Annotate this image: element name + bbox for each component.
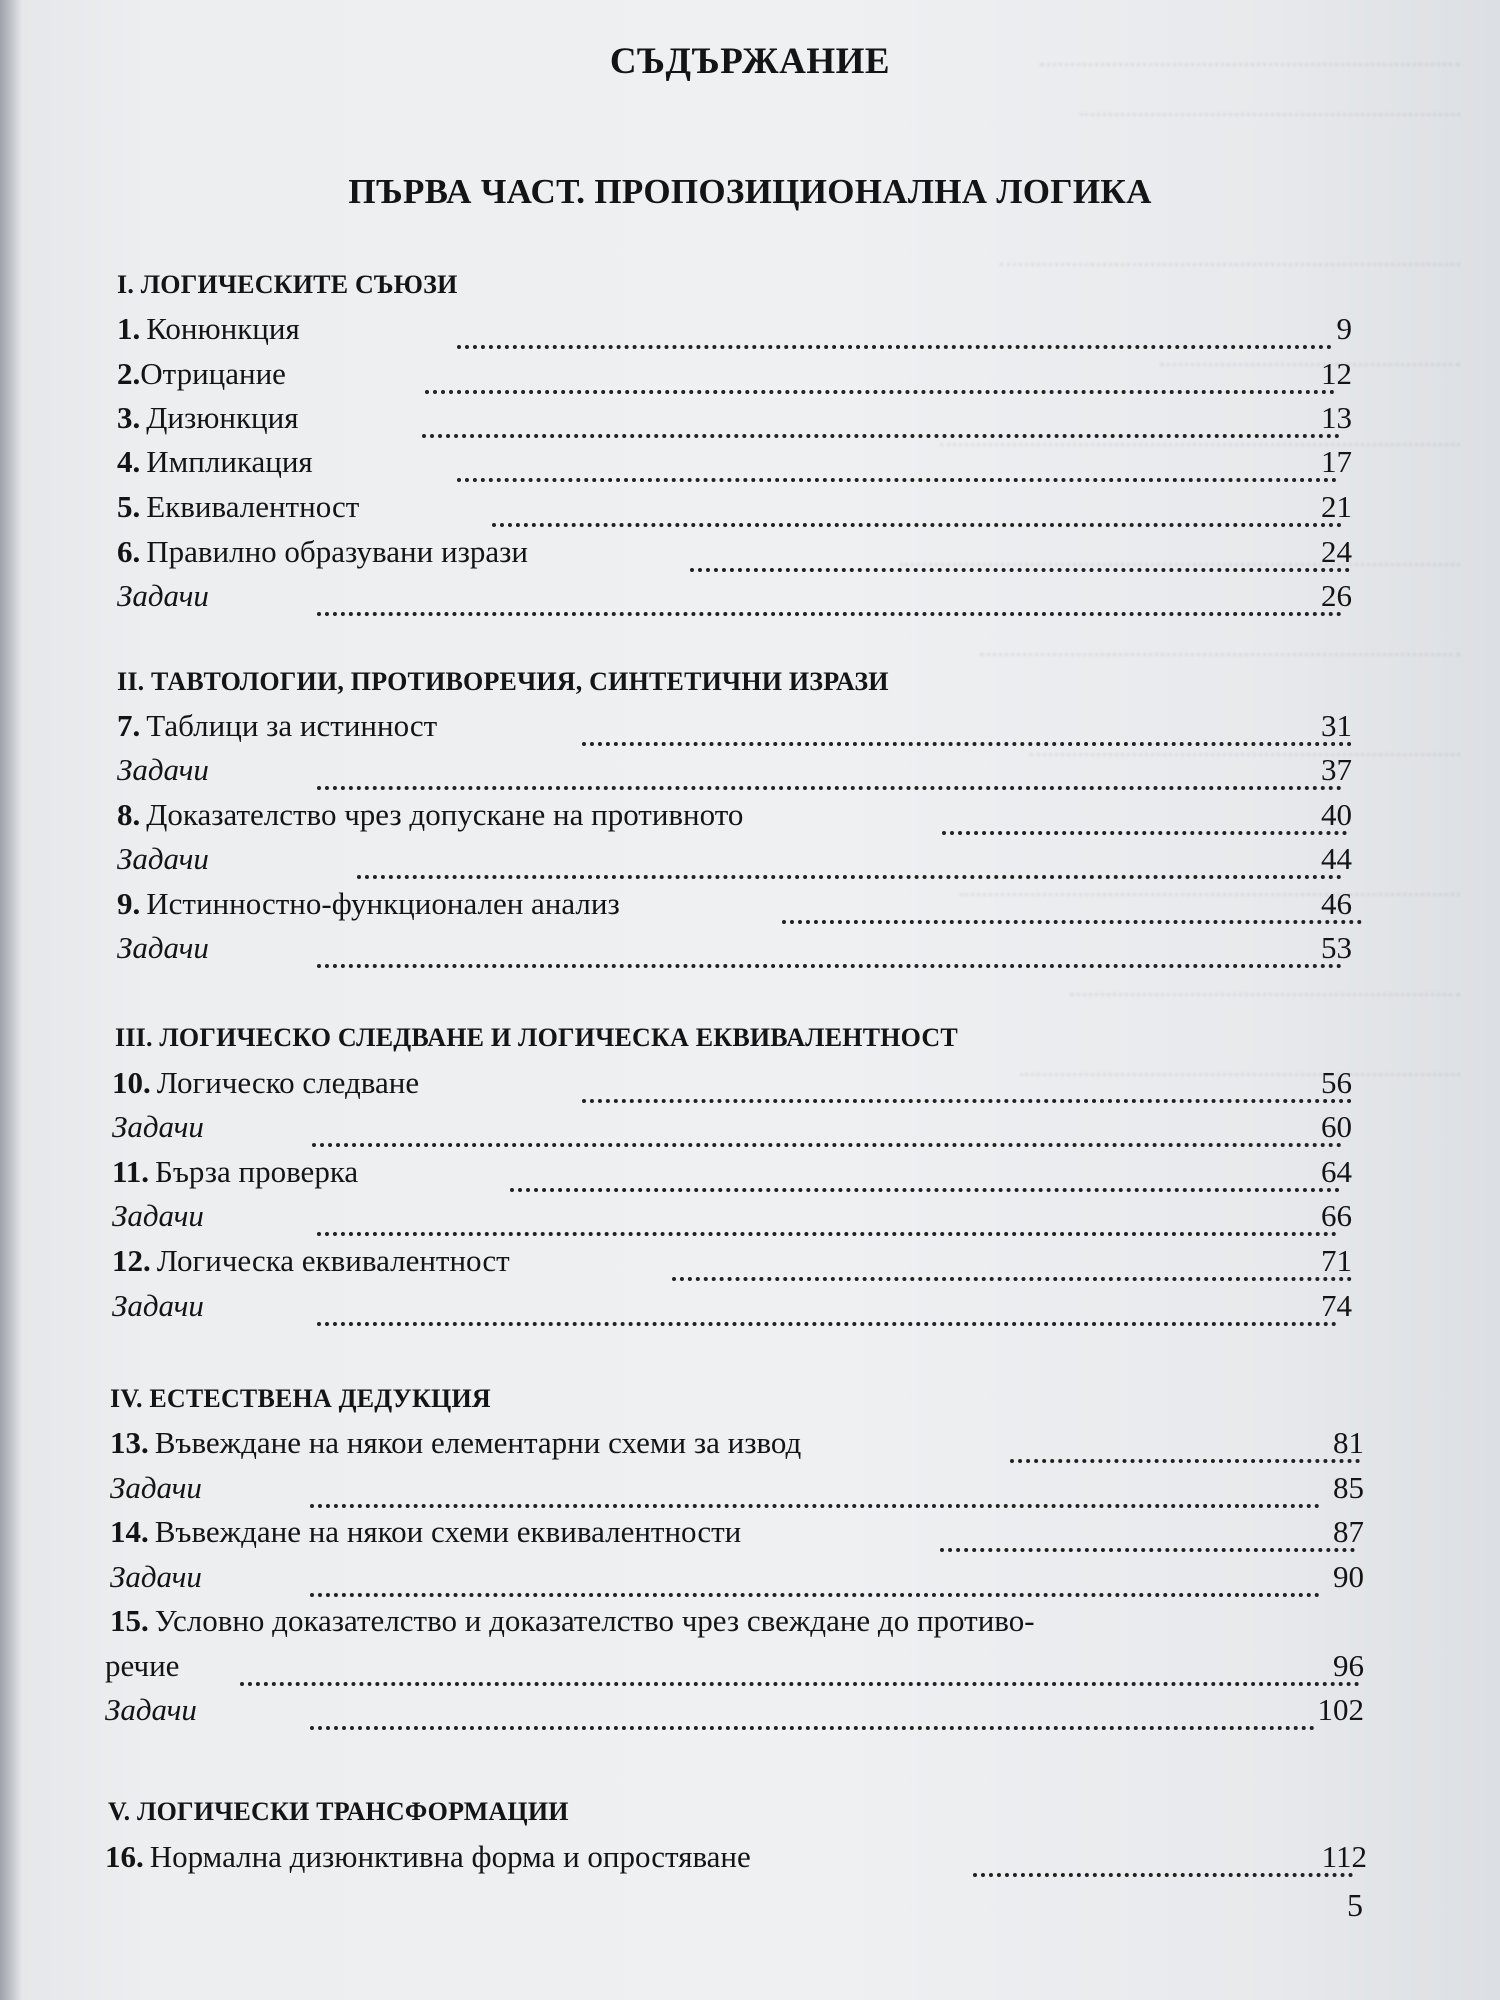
leader-dots: [317, 578, 1342, 616]
entry-number: 5.: [117, 489, 141, 524]
leader-dots: [422, 400, 1340, 438]
entry-title: Логическо следване: [156, 1065, 420, 1100]
toc-entry[interactable]: [117, 489, 1352, 529]
entry-title: Конюнкция: [146, 311, 300, 346]
toc-entry[interactable]: [112, 1154, 1352, 1194]
leader-dots: [690, 534, 1350, 572]
leader-dots: [357, 841, 1342, 879]
entry-number: 7.: [117, 708, 141, 743]
entry-page: 37: [1321, 752, 1352, 787]
toc-entry-tasks[interactable]: [117, 841, 1352, 881]
toc-entry-tasks[interactable]: [105, 1692, 1364, 1732]
entry-title: Въвеждане на някои елементарни схеми за извод: [154, 1425, 802, 1460]
entry-title: Задачи: [112, 1198, 204, 1233]
leader-dots: [310, 1692, 1315, 1730]
entry-page: 85: [1333, 1470, 1364, 1505]
leader-dots: [317, 1288, 1337, 1326]
entry-title: Задачи: [117, 930, 209, 965]
leader-dots: [317, 930, 1342, 968]
leader-dots: [240, 1648, 1360, 1686]
toc-entry-tasks[interactable]: [110, 1470, 1364, 1510]
entry-page: 9: [1336, 311, 1352, 346]
entry-number: 13.: [110, 1425, 149, 1460]
section-heading-4: IV. ЕСТЕСТВЕНА ДЕДУКЦИЯ: [110, 1384, 491, 1413]
entry-page: 66: [1321, 1198, 1352, 1233]
toc-entry-tasks[interactable]: [110, 1559, 1364, 1599]
entry-page: 112: [1321, 1839, 1367, 1874]
entry-page: 81: [1333, 1425, 1364, 1460]
toc-entry[interactable]: [105, 1839, 1367, 1879]
leader-dots: [310, 1470, 1320, 1508]
toc-entry[interactable]: [110, 1514, 1364, 1554]
entry-page: 96: [1333, 1648, 1364, 1683]
leader-dots: [310, 1559, 1320, 1597]
entry-number: 9.: [117, 886, 141, 921]
entry-title: Импликация: [146, 444, 313, 479]
entry-title: Задачи: [117, 841, 209, 876]
toc-entry[interactable]: [110, 1603, 1364, 1643]
part-title: ПЪРВА ЧАСТ. ПРОПОЗИЦИОНАЛНА ЛОГИКА: [348, 172, 1152, 211]
entry-page: 31: [1321, 708, 1352, 743]
entry-page: 56: [1321, 1065, 1352, 1100]
entry-title: Нормална дизюнктивна форма и опростяване: [149, 1839, 751, 1874]
entry-title: Въвеждане на някои схеми еквивалентности: [154, 1514, 742, 1549]
leader-dots: [492, 489, 1342, 527]
entry-page: 13: [1321, 400, 1352, 435]
entry-number: 8.: [117, 797, 141, 832]
page-title: СЪДЪРЖАНИЕ: [609, 41, 891, 82]
toc-entry-tasks[interactable]: [117, 578, 1352, 618]
leader-dots: [973, 1839, 1353, 1877]
entry-title: Дизюнкция: [146, 400, 299, 435]
toc-entry-tasks[interactable]: [112, 1198, 1352, 1238]
entry-number: 6.: [117, 534, 141, 569]
toc-entry-tasks[interactable]: [117, 930, 1352, 970]
toc-entry[interactable]: [117, 356, 1352, 396]
leader-dots: [782, 886, 1362, 924]
entry-page: 60: [1321, 1109, 1352, 1144]
toc-entry[interactable]: [117, 797, 1352, 837]
entry-number: 3.: [117, 400, 141, 435]
toc-entry[interactable]: [112, 1243, 1352, 1283]
entry-page: 44: [1321, 841, 1352, 876]
entry-title: Правилно образувани изрази: [146, 534, 528, 569]
entry-page: 87: [1333, 1514, 1364, 1549]
toc-entry[interactable]: [110, 1425, 1364, 1465]
section-heading-3: III. ЛОГИЧЕСКО СЛЕДВАНЕ И ЛОГИЧЕСКА ЕКВИВАЛЕНТНОСТ: [115, 1023, 958, 1052]
entry-page: 90: [1333, 1559, 1364, 1594]
entry-title: Задачи: [110, 1559, 202, 1594]
toc-entry[interactable]: [112, 1065, 1352, 1105]
leader-dots: [510, 1154, 1340, 1192]
toc-entry[interactable]: [117, 534, 1352, 574]
section-heading-5: V. ЛОГИЧЕСКИ ТРАНСФОРМАЦИИ: [108, 1797, 569, 1826]
entry-page: 24: [1321, 534, 1352, 569]
entry-title: Доказателство чрез допускане на противното: [146, 797, 744, 832]
leader-dots: [942, 797, 1347, 835]
leader-dots: [672, 1243, 1352, 1281]
entry-page: 26: [1321, 578, 1352, 613]
entry-title: Задачи: [117, 578, 209, 613]
entry-page: 71: [1321, 1243, 1352, 1278]
leader-dots: [582, 708, 1352, 746]
toc-entry[interactable]: [117, 708, 1352, 748]
entry-number: 10.: [112, 1065, 151, 1100]
entry-page: 74: [1321, 1288, 1352, 1323]
entry-page: 64: [1321, 1154, 1352, 1189]
leader-dots: [582, 1065, 1352, 1103]
entry-number: 2.: [117, 356, 141, 391]
entry-page: 102: [1317, 1692, 1364, 1727]
entry-title: Таблици за истинност: [146, 708, 438, 743]
entry-page: 21: [1321, 489, 1352, 524]
leader-dots: [317, 1198, 1337, 1236]
entry-page: 53: [1321, 930, 1352, 965]
entry-number: 11.: [112, 1154, 150, 1189]
leader-dots: [457, 444, 1337, 482]
toc-entry[interactable]: [117, 311, 1352, 351]
entry-number: 14.: [110, 1514, 149, 1549]
entry-page: 46: [1321, 886, 1352, 921]
entry-title: Логическа еквивалентност: [156, 1243, 510, 1278]
toc-entry[interactable]: [117, 886, 1352, 926]
entry-number: 16.: [105, 1839, 144, 1874]
entry-title: Истинностно-функционален анализ: [146, 886, 620, 921]
leader-dots: [312, 1109, 1342, 1147]
toc-entry-tasks[interactable]: [117, 752, 1352, 792]
entry-title: Задачи: [117, 752, 209, 787]
entry-page: 12: [1321, 356, 1352, 391]
leader-dots: [317, 752, 1342, 790]
leader-dots: [1010, 1425, 1360, 1463]
toc-entry-tasks[interactable]: [112, 1288, 1352, 1328]
entry-number: 1.: [117, 311, 141, 346]
entry-page: 40: [1321, 797, 1352, 832]
toc-entry-continuation[interactable]: [105, 1648, 1364, 1688]
entry-title: Условно доказателство и доказателство чрез свеждане до противо-: [154, 1603, 1035, 1638]
entry-title: Задачи: [105, 1692, 197, 1727]
toc-entry[interactable]: [117, 444, 1352, 484]
page-number: 5: [1347, 1887, 1363, 1923]
section-heading-1: I. ЛОГИЧЕСКИТЕ СЪЮЗИ: [117, 270, 458, 299]
leader-dots: [425, 356, 1335, 394]
entry-number: 15.: [110, 1603, 149, 1638]
entry-number: 4.: [117, 444, 141, 479]
entry-title: Отрицание: [140, 356, 286, 391]
leader-dots: [940, 1514, 1355, 1552]
entry-page: 17: [1321, 444, 1352, 479]
page-edge-shadow: [0, 0, 22, 2000]
entry-title: Задачи: [112, 1288, 204, 1323]
toc-entry-tasks[interactable]: [112, 1109, 1352, 1149]
leader-dots: [457, 311, 1332, 349]
entry-title: Бърза проверка: [155, 1154, 359, 1189]
entry-title: речие: [105, 1648, 180, 1683]
section-heading-2: II. ТАВТОЛОГИИ, ПРОТИВОРЕЧИЯ, СИНТЕТИЧНИ ИЗРАЗИ: [117, 667, 889, 696]
entry-title: Задачи: [110, 1470, 202, 1505]
toc-entry[interactable]: [117, 400, 1352, 440]
entry-title: Еквивалентност: [146, 489, 360, 524]
entry-number: 12.: [112, 1243, 151, 1278]
entry-title: Задачи: [112, 1109, 204, 1144]
